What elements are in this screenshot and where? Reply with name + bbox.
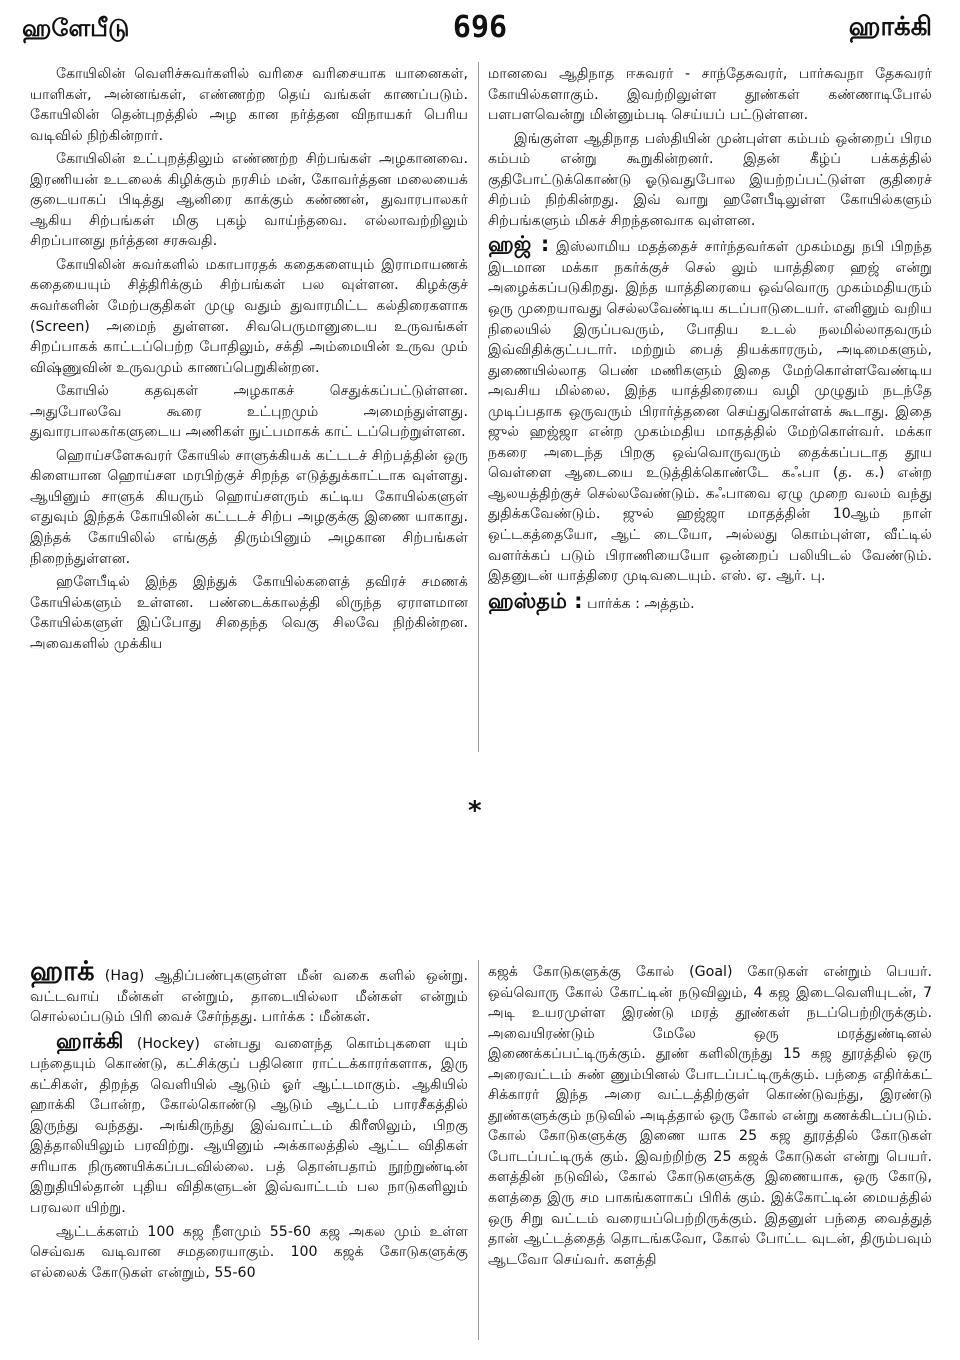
- column-divider-top: [478, 62, 479, 752]
- column-3: [30, 956, 468, 1286]
- paragraph: மானவை ஆதிநாத ஈசுவரர் - சாந்தேசுவரர், பார்சுவநா தேசுவரர் கோயில்களாகும். இவற்றிலுள்ள தூண்கள் கண்ணாடிபோல் பளபளவென்று மின்னும்படி செய்யப் பட்டுள்ளன.: [488, 66, 932, 124]
- entry-text: இஸ்லாமிய மதத்தைச் சார்ந்தவர்கள் முகம்மது நபி பிறந்த இடமான மக்கா நகர்க்குச் செல் லும் யாத்திரை ஹஜ் என்று அழைக்கப்படுகிறது. இந்த யாத்திரையை ஒவ்வொரு முகம்மதியரும் ஒரு முறையாவது செல்லவேண்டிய கடப்பாடுடையர். எனினும் வறிய நிலையில் இருப்பவரும், போதிய உடல் நலமில்லாதவரும் இவ்விதிக்குட்படார். மற்றும் பைத் தியக்காரரும், அடிமைகளும், துணையில்லாத பெண் மணிகளும் இதை மேற்கொள்ளவேண்டிய அவசிய மில்லை. இந்த யாத்திரையை வழி முழுதும் நடந்தே முடிப்பதாக ஒருவரும் பிரார்த்தனை செய்துகொள்ளக் கூடாது. இதை ஜுல் ஹஜ்ஜா என்ற முகம்மதிய மாதத்தில் மேற்கொள்வர். மக்கா நகரை அடைந்த பிறகு ஒவ்வொருவரும் தைக்கப்படாத தூய வெள்ளை ஆடையை உடுத்திக்கொண்டே கஃபா (த. க.) என்ற ஆலயத்திற்குச் செல்லவேண்டும். கஃபாவை ஏழு முறை வலம் வந்து துதிக்கவேண்டும். ஜுல் ஹஜ்ஜா மாதத்தின் 10ஆம் நாள் ஒட்டகத்தையோ, ஆட் டையோ, அல்லது கொம்புள்ள, வீட்டில் வளர்க்கப் படும் பிராணியையோ ஒன்றைப் பலியிடல் வேண்டும். இதனுடன் யாத்திரை முடிவடையும். எஸ். ஏ. ஆர். பு.: [488, 239, 933, 585]
- running-head-left: ஹளேபீடு: [22, 14, 130, 42]
- paragraph: இங்குள்ள ஆதிநாத பஸ்தியின் முன்புள்ள கம்பம் ஒன்றைப் பிரம கம்பம் என்று கூறுகின்றனர். இதன் கீழ்ப் பக்கத்தில் குதிபோட்டுக்கொண்டு ஓடுவதுபோல இயற்றப்பட்டுள்ள குதிரைச் சிற்பம் நிற்கின்றது. இவ் வாறு ஹளேபீடிலுள்ள கோயில்களும் சிற்பங்களும் மிகச் சிறந்தனவாக வுள்ளன.: [488, 130, 932, 229]
- paragraph: கோயில் கதவுகள் அழகாகச் செதுக்கப்பட்டுள்ளன. அதுபோலவே கூரை உட்புறமும் அமைந்துள்ளது. துவாரபாலகர்களுடைய அணிகள் நுட்பமாகக் காட் டப்பெற்றுள்ளன.: [30, 383, 468, 441]
- paragraph: கோயிலின் வெளிச்சுவர்களில் வரிசை வரிசையாக யானைகள், யாளிகள், அன்னங்கள், எண்ணற்ற தெய் வங்கள் காணப்படும். கோயிலின் தென்புறத்தில் அழ கான நர்த்தன விநாயகர் பெரிய வடிவில் நிற்கின்றார்.: [30, 66, 468, 144]
- headword-hockey: ஹாக்கி: [56, 1028, 124, 1053]
- page-header: [0, 0, 960, 56]
- paragraph: கோயிலின் உட்புறத்திலும் எண்ணற்ற சிற்பங்கள் அழகானவை. இரணியன் உடலைக் கிழிக்கும் நரசிம் மன், கோவர்த்தன மலையைக் குடையாகப் பிடித்து ஆனிரை காக்கும் கண்ணன், துவாரபாலகர் ஆகிய சிற்பங்கள் மிகு புகழ் வாய்ந்தவை. எல்லாவற்றிலும் சிறப்பானது நர்த்தன சரசுவதி.: [30, 151, 468, 250]
- column-2: [488, 64, 932, 617]
- entry-hajj: [488, 234, 932, 586]
- entry-text: பார்க்க : அத்தம்.: [587, 595, 695, 612]
- entry-hag: [30, 956, 468, 1028]
- section-separator: *: [468, 796, 482, 826]
- column-4: [488, 962, 932, 1273]
- paragraph: கோயிலின் சுவர்களில் மகாபாரதக் கதைகளையும் இராமாயணக் கதையையும் சித்திரிக்கும் சிற்பங்கள் பல வுள்ளன. கிழக்குச் சுவர்களின் மேற்பகுதிகள் முழு வதும் துவாரமிட்ட கல்திரைகளாக (Screen) அமைந் துள்ளன. சிவபெருமானுடைய உருவங்கள் சிறப்பாகக் காட்டப்பெற்ற போதிலும், சக்தி அம்மையின் உருவ மும் விஷ்ணுவின் உருவமும் காணப்பெறுகின்றன.: [30, 256, 468, 376]
- entry-text: (Hag) ஆதிப்பண்புகளுள்ள மீன் வகை களில் ஒன்று. வட்டவாய் மீன்கள் என்றும், தாடையில்லா மீன்கள் என்றும் சொல்லப்படும் பிரி வைச் சேர்ந்தது. பார்க்க : மீன்கள்.: [30, 968, 468, 1026]
- page-number: 696: [452, 10, 508, 45]
- running-head-right: ஹாக்கி: [848, 12, 932, 42]
- paragraph: ஹளேபீடில் இந்த இந்துக் கோயில்களைத் தவிரச் சமணக் கோயில்களும் உள்ளன. பண்டைக்காலத்தி லிருந்த ஏராளமான கோயில்களுள் இப்போது சிதைந்த வெகு சிலவே நிற்கின்றன. அவைகளில் முக்கிய: [30, 574, 468, 652]
- headword-hastham: ஹஸ்தம் :: [488, 588, 583, 613]
- headword-hajj: ஹஜ் :: [488, 232, 550, 257]
- entry-text: (Hockey) என்பது வளைந்த கொம்புகளை யும் பந்தையும் கொண்டு, கட்சிக்குப் பதினொ ராட்டக்காரர்களாக, இரு கட்சிகள், திறந்த வெளியில் ஆடும் ஓர் ஆட்டமாகும். ஆகியில் ஹாக்கி போன்ற, கோல்கொண்டு ஆடும் ஆட்டம் பாரசீகத்தில் இருந்து வந்தது. அங்கிருந்து இவ்வாட்டம் கிரீஸிலும், பிறகு இத்தாலியிலும் பரவிற்று. ஆயினும் அக்காலத்தில் ஆட்ட விதிகள் சரியாக நிருணயிக்கப்படவில்லை. பத் தொன்பதாம் நூற்றுண்டின் இறுதியில்தான் புதிய விதிகளுடன் இவ்வாட்டம் பல நாடுகளிலும் பரவலா யிற்று.: [30, 1035, 468, 1217]
- paragraph: கஜக் கோடுகளுக்கு கோல் (Goal) கோடுகள் என்றும் பெயர். ஒவ்வொரு கோல் கோட்டின் நடுவிலும், 4 கஜ இடைவெளியுடன், 7 அடி உயரமுள்ள இரண்டு மரத் தூண்கள் நடப்பெற்றிருக்கும். அவையிரண்டும் மேலே ஒரு மரத்துண்டினல் இணைக்கப்பட்டிருக்கும். தூண் களிலிருந்து 15 கஜ தூரத்தில் ஒரு அரைவட்டம் சுண் ணும்பினல் போடப்பட்டிருக்கும். பந்தை எதிர்க்கட் சிக்காரர் இந்த அரை வட்டத்திற்குள் கொண்டுவந்து, இரண்டு தூண்களுக்கும் நடுவில் அடித்தால் ஒரு கோல் என்று கணக்கிடப்படும். கோல் கோடுகளுக்கு இணை யாக 25 கஜ தூரத்தில் கோடுகள் போடப்பட்டிருக் கும். இவற்றிற்கு 25 கஜக் கோடுகள் என்று பெயர். களத்தின் நடுவில், கோல் கோடுகளுக்கு இணையாக, ஒரு கோடு, களத்தை இரு சம பாகங்களாகப் பிரிக் கும். இக்கோட்டின் மையத்தில் ஒரு சிறு வட்டம் வரையப்பெற்றிருக்கும். இதனுள் பந்தை வைத்துத் தான் ஆட்டத்தைத் தொடங்கவோ, கோல் போட்ட வுடன், திரும்பவும் ஆடவோ செய்வர். களத்தி: [488, 964, 932, 1268]
- paragraph: ஆட்டக்களம் 100 கஜ நீளமும் 55-60 கஜ அகல மும் உள்ள செவ்வக வடிவான சமதரையாகும். 100 கஜக் கோடுகளுக்கு எல்லைக் கோடுகள் என்றும், 55-60: [30, 1223, 468, 1281]
- entry-hastham: [488, 588, 932, 615]
- column-1: [30, 64, 468, 657]
- paragraph: ஹொய்சளேசுவரர் கோயில் சாளுக்கியக் கட்டடச் சிற்பத்தின் ஒரு கிளையான ஹொய்சள மரபிற்குச் சிறந்த எடுத்துக்காட்டாக வுள்ளது. ஆயினும் சாளுக் கியரும் ஹொய்சளரும் கட்டிய கோயில்களுள் எதுவும் இந்தக் கோயிலின் கட்டடச் சிற்ப அழகுக்கு இணை யாகாது. இந்தக் கோயிலில் எங்குத் திரும்பினும் அழகான சிற்பங்கள் நிறைந்துள்ளன.: [30, 447, 468, 567]
- entry-hockey: [30, 1028, 468, 1219]
- headword-hag: ஹாக்: [30, 956, 95, 987]
- column-divider-bottom: [478, 960, 479, 1340]
